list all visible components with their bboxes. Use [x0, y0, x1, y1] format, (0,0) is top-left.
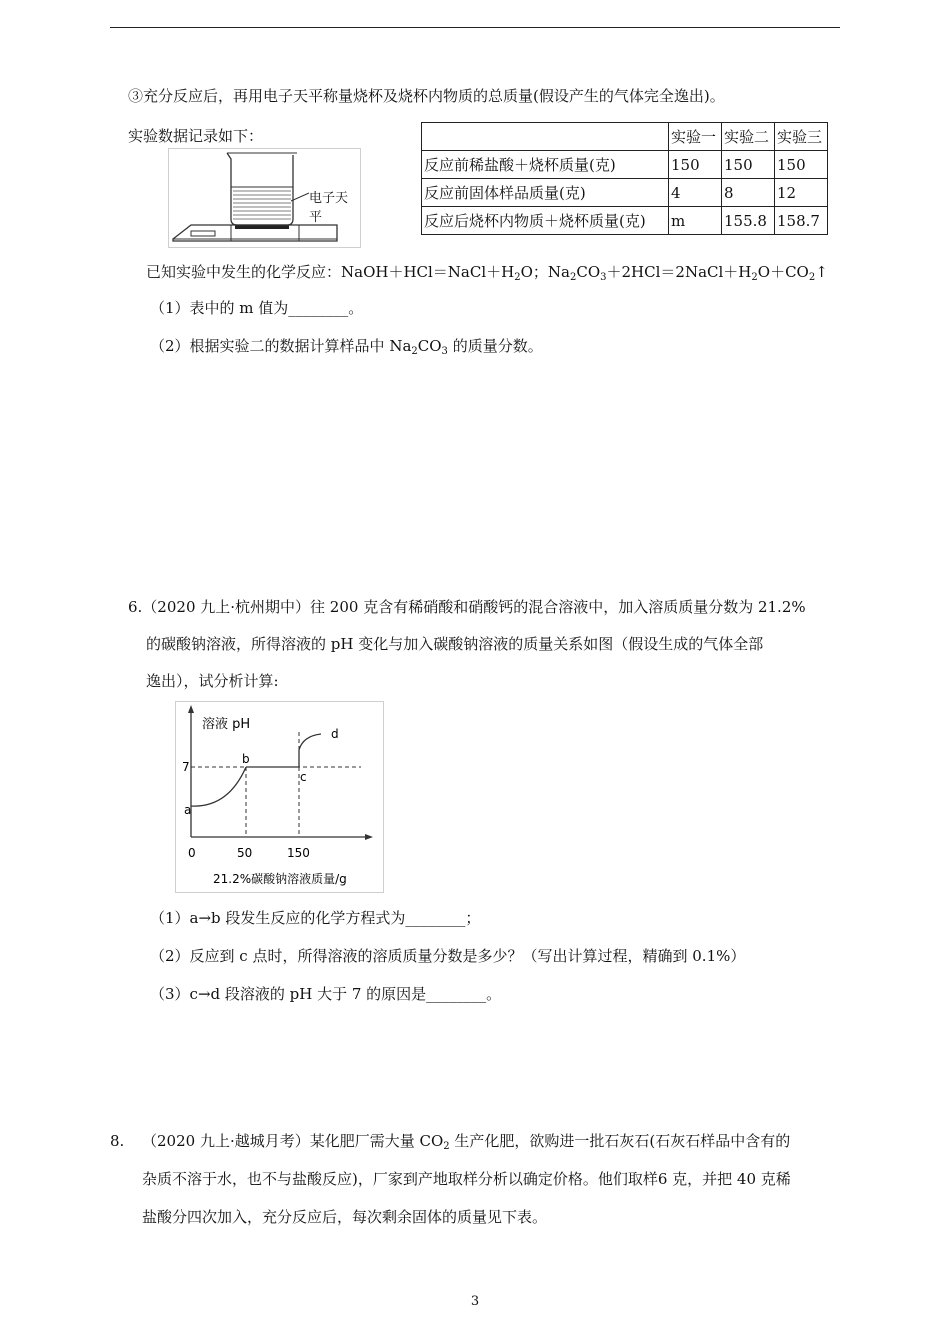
- question-5-1: （1）表中的 m 值为________。: [150, 299, 364, 317]
- balance-figure: [168, 148, 361, 248]
- question-6-line-1: 6.（2020 九上·杭州期中）往 200 克含有稀硝酸和硝酸钙的混合溶液中，加入溶质质量分数为 21.2%: [128, 598, 806, 616]
- table-cell: 8: [722, 179, 775, 207]
- ph-axis-label: 溶液 pH: [202, 717, 251, 732]
- point-a-label: a: [184, 803, 192, 817]
- question-6-line-3: 逸出），试分析计算:: [146, 672, 279, 690]
- table-cell: 150: [669, 151, 722, 179]
- question-8-line-3: 盐酸分四次加入，充分反应后，每次剩余固体的质量见下表。: [142, 1208, 548, 1226]
- point-b-label: b: [242, 752, 250, 766]
- step-3-text: ③充分反应后，再用电子天平称量烧杯及烧杯内物质的总质量(假设产生的气体完全逸出)。: [128, 87, 725, 105]
- table-cell: 150: [775, 151, 828, 179]
- x-tick-50: 50: [237, 846, 253, 860]
- header-rule: [110, 27, 840, 28]
- table-row: [422, 207, 828, 235]
- table-row: [422, 151, 828, 179]
- question-6-3: （3）c→d 段溶液的 pH 大于 7 的原因是________。: [150, 985, 502, 1003]
- question-6-line-2: 的碳酸钠溶液，所得溶液的 pH 变化与加入碳酸钠溶液的质量关系如图（假设生成的气体全部: [146, 635, 764, 653]
- question-8-number: 8.: [110, 1132, 125, 1150]
- experiment-table: [421, 122, 828, 235]
- table-header-row: [422, 123, 828, 151]
- table-cell: 4: [669, 179, 722, 207]
- row-label: 反应前稀盐酸＋烧杯质量(克): [422, 151, 669, 179]
- ph-graph: [175, 701, 384, 893]
- point-c-label: c: [300, 770, 307, 784]
- question-6-2: （2）反应到 c 点时，所得溶液的溶质质量分数是多少？（写出计算过程，精确到 0.1%）: [150, 947, 746, 965]
- table-cell: 155.8: [722, 207, 775, 235]
- question-8-line-2: 杂质不溶于水，也不与盐酸反应)，厂家到产地取样分析以确定价格。他们取样6 克，并把 40 克稀: [142, 1170, 791, 1188]
- record-intro: 实验数据记录如下：: [128, 127, 264, 145]
- question-5-2: （2）根据实验二的数据计算样品中 $Na_2CO_3$ 的质量分数。: [150, 337, 543, 357]
- point-d-label: d: [331, 727, 339, 741]
- table-header-cell: 实验二: [722, 123, 775, 151]
- page-number: 3: [470, 1294, 480, 1309]
- row-label: 反应后烧杯内物质＋烧杯质量(克): [422, 207, 669, 235]
- table-cell: 12: [775, 179, 828, 207]
- table-header-cell: 实验三: [775, 123, 828, 151]
- table-row: [422, 179, 828, 207]
- x-tick-0: 0: [188, 846, 196, 860]
- x-tick-150: 150: [287, 846, 310, 860]
- table-header-cell: [422, 123, 669, 151]
- table-cell: 150: [722, 151, 775, 179]
- x-axis-label: 21.2%碳酸钠溶液质量/g: [213, 872, 347, 886]
- row-label: 反应前固体样品质量(克): [422, 179, 669, 207]
- table-cell: 158.7: [775, 207, 828, 235]
- ph-7-label: 7: [182, 760, 190, 774]
- reaction-equation: 已知实验中发生的化学反应：$NaOH+HCl=NaCl+H_2O$；$Na_2CO_3+2HCl=2NaCl+H_2O+CO_2↑$: [146, 263, 828, 283]
- table-cell: m: [669, 207, 722, 235]
- balance-label: 电子天平: [309, 191, 349, 225]
- table-header-cell: 实验一: [669, 123, 722, 151]
- question-6-1: （1）a→b 段发生反应的化学方程式为________；: [150, 909, 481, 927]
- question-8-line-1: （2020 九上·越城月考）某化肥厂需大量 $CO_2$ 生产化肥，欲购进一批石灰石(石灰石样品中含有的: [142, 1132, 791, 1152]
